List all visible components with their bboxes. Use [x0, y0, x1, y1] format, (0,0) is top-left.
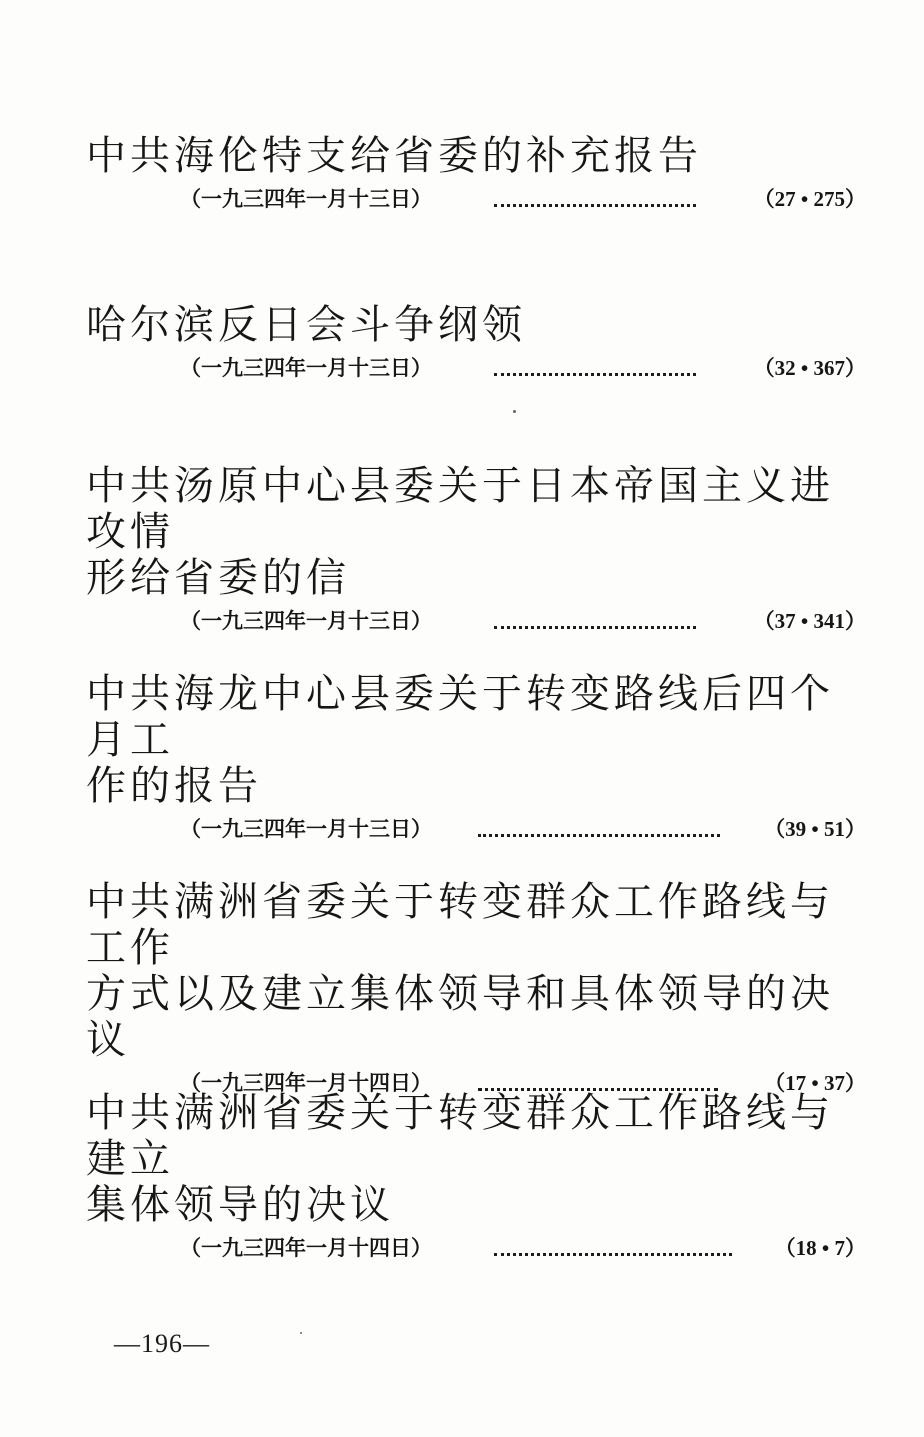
entry-title: 哈尔滨反日会斗争纲领 [86, 302, 526, 348]
toc-entry [86, 133, 866, 215]
entry-title: 中共海龙中心县委关于转变路线后四个月工 作的报告 [86, 671, 834, 809]
entry-date: （一九三四年一月十三日） [180, 187, 432, 211]
dot-leader [494, 204, 696, 207]
entry-title: 中共汤原中心县委关于日本帝国主义进攻情 形给省委的信 [86, 463, 834, 601]
entry-meta [86, 352, 866, 384]
entry-date: （一九三四年一月十四日） [180, 1071, 432, 1095]
dot-leader [494, 1253, 732, 1256]
toc-entry [86, 1090, 866, 1264]
entry-date: （一九三四年一月十三日） [180, 356, 432, 380]
entry-meta [86, 813, 866, 845]
entry-meta [86, 1232, 866, 1264]
dot-leader [494, 373, 696, 376]
entry-reference: （18 • 7） [774, 1236, 866, 1260]
scan-speck [300, 1332, 302, 1334]
toc-entry [86, 879, 866, 1099]
entry-title: 中共海伦特支给省委的补充报告 [86, 133, 702, 179]
dot-leader [494, 626, 696, 629]
toc-entry [86, 302, 866, 384]
page-number: —196— [114, 1329, 210, 1358]
entry-title: 中共满洲省委关于转变群众工作路线与建立 集体领导的决议 [86, 1090, 834, 1228]
entry-reference: （39 • 51） [764, 817, 866, 841]
dot-leader [478, 834, 720, 837]
toc-entry [86, 463, 866, 637]
entry-reference: （32 • 367） [753, 356, 866, 380]
scan-speck [513, 410, 516, 413]
entry-date: （一九三四年一月十四日） [180, 1236, 432, 1260]
entry-meta [86, 183, 866, 215]
entry-reference: （17 • 37） [764, 1071, 866, 1095]
entry-date: （一九三四年一月十三日） [180, 817, 432, 841]
entry-date: （一九三四年一月十三日） [180, 609, 432, 633]
entry-meta [86, 605, 866, 637]
entry-reference: （37 • 341） [753, 609, 866, 633]
entry-title: 中共满洲省委关于转变群众工作路线与工作 方式以及建立集体领导和具体领导的决议 [86, 879, 834, 1063]
entry-reference: （27 • 275） [753, 187, 866, 211]
toc-entry [86, 671, 866, 845]
